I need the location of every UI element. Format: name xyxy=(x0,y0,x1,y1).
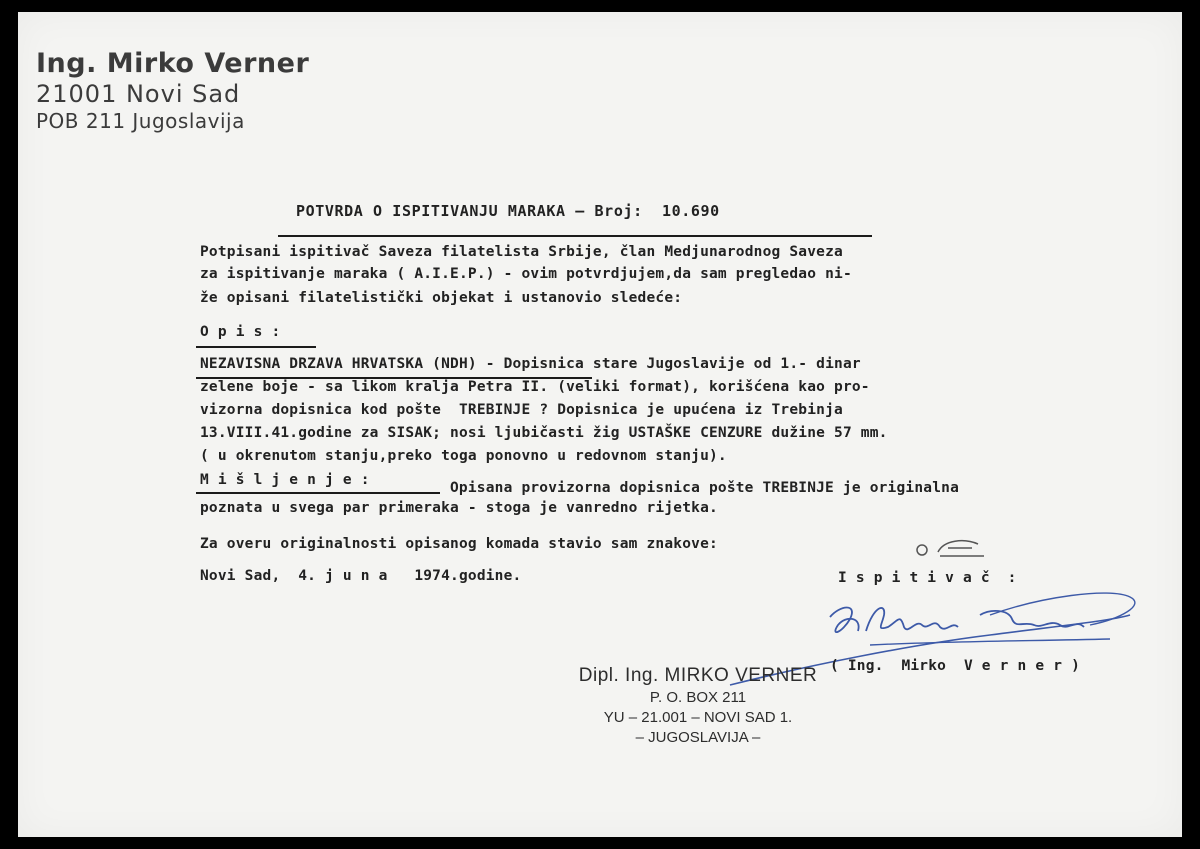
place-date: Novi Sad, 4. j u n a 1974.godine. xyxy=(200,568,522,584)
intro-line-3: že opisani filatelistički objekat i ustanovio sledeće: xyxy=(200,290,683,306)
opis-label: O p i s : xyxy=(200,324,281,340)
misljenje-underline xyxy=(196,492,440,494)
letterhead-city: 21001 Novi Sad xyxy=(36,80,241,108)
opis-line-2: zelene boje - sa likom kralja Petra II. (veliki format), korišćena kao pro- xyxy=(200,379,870,395)
examiner-label: I s p i t i v a č : xyxy=(838,570,1017,586)
stamp-line-3: YU – 21.001 – NOVI SAD 1. xyxy=(603,709,793,726)
letterhead-name: Ing. Mirko Verner xyxy=(36,48,310,79)
intro-line-2: za ispitivanje maraka ( A.I.E.P.) - ovim potvrdjujem,da sam pregledao ni- xyxy=(200,266,852,282)
stamp-line-2: P. O. BOX 211 xyxy=(649,689,747,706)
opis-underline xyxy=(196,346,316,348)
misljenje-line-2: poznata u svega par primeraka - stoga je vanredno rijetka. xyxy=(200,500,718,516)
opis-line-3: vizorna dopisnica kod pošte TREBINJE ? Dopisnica je upućena iz Trebinja xyxy=(200,402,843,418)
examiner-name: ( Ing. Mirko V e r n e r ) xyxy=(830,658,1081,674)
opis-line-4: 13.VIII.41.godine za SISAK; nosi ljubičasti žig USTAŠKE CENZURE dužine 57 mm. xyxy=(200,425,888,441)
opis-line-1: NEZAVISNA DRZAVA HRVATSKA (NDH) - Dopisnica stare Jugoslavije od 1.- dinar xyxy=(200,356,861,372)
title-underline xyxy=(278,235,872,237)
overa-line: Za overu originalnosti opisanog komada stavio sam znakove: xyxy=(200,536,718,552)
misljenje-line-1: Opisana provizorna dopisnica pošte TREBINJE je originalna xyxy=(450,480,959,496)
address-stamp xyxy=(548,664,848,748)
guarantee-marks xyxy=(912,536,992,564)
opis-line-5: ( u okrenutom stanju,preko toga ponovno u redovnom stanju). xyxy=(200,448,727,464)
letterhead-box: POB 211 Jugoslavija xyxy=(36,109,245,133)
letterhead-stamp xyxy=(36,48,309,133)
intro-line-1: Potpisani ispitivač Saveza filatelista Srbije, član Medjunarodnog Saveza xyxy=(200,244,843,260)
misljenje-label: M i š l j e n j e : xyxy=(200,472,370,488)
stamp-line-4: – JUGOSLAVIJA – xyxy=(635,729,761,746)
certificate-title: POTVRDA O ISPITIVANJU MARAKA – Broj: 10.690 xyxy=(296,202,720,220)
stamp-line-1: Dipl. Ing. MIRKO VERNER xyxy=(578,665,818,686)
